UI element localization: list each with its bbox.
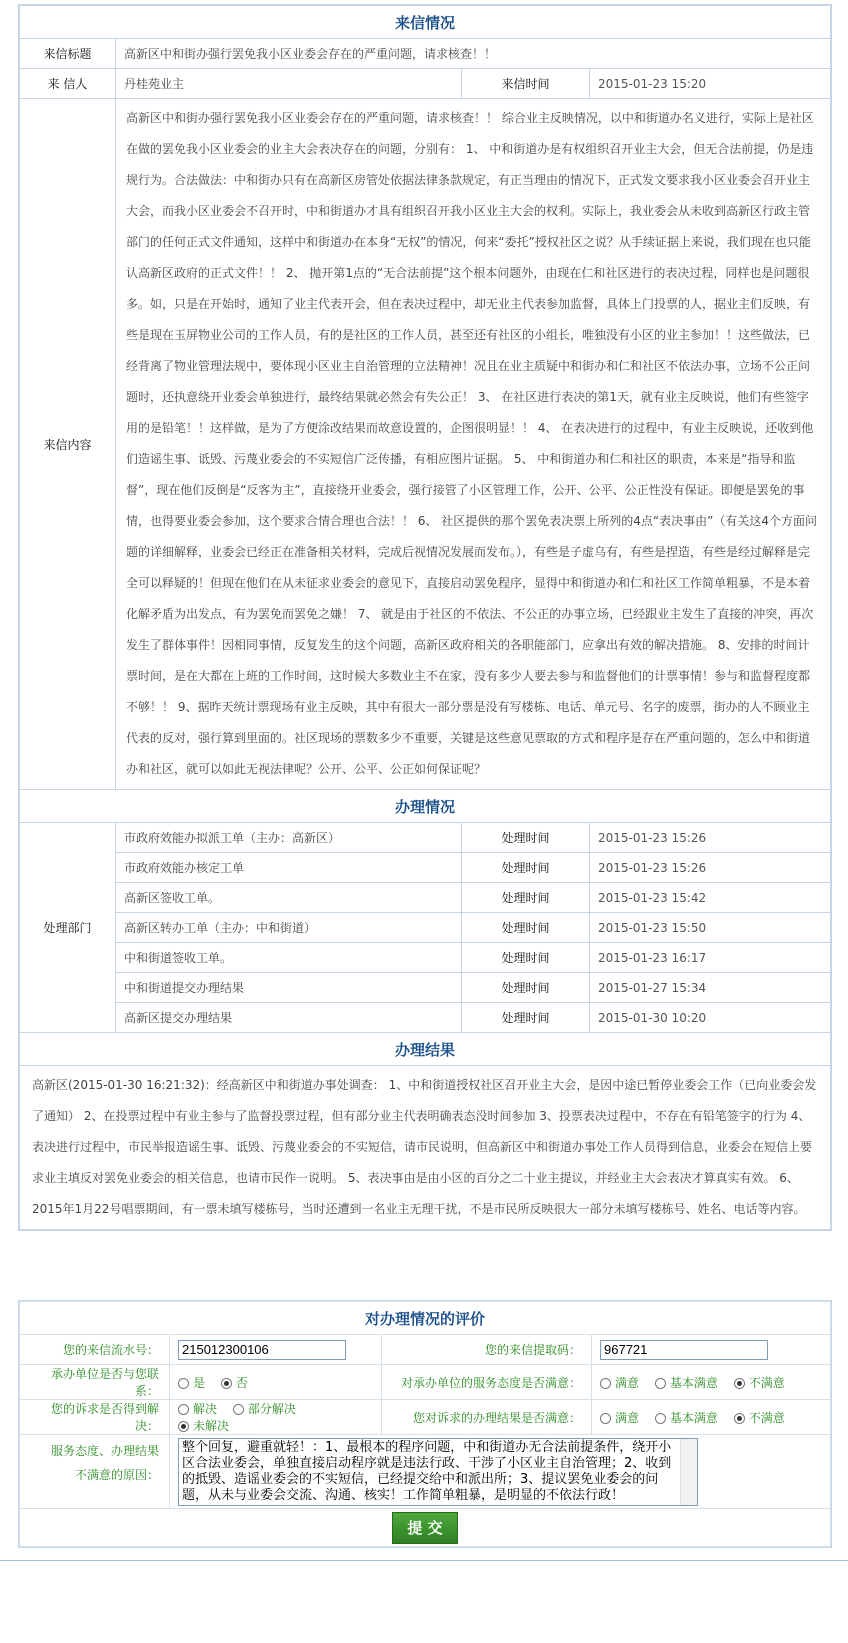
outcome-basic-label: 基本满意	[669, 1410, 718, 1425]
reason-text: 整个回复，避重就轻！：1、最根本的程序问题，中和街道办无合法前提条件，绕开小区合法业委会，单独直接启动程序就是违法行政、干涉了小区业主自治管理；2、收到的抵毁、造谣业委会的不实短信，已经提交给中和派出所；3、提议罢免业委会的问题，从未与业委会交流、沟通、核实！工作简单粗暴，是明显的不依法行政！	[182, 1439, 672, 1503]
radio-selected-icon	[178, 1421, 189, 1432]
radio-selected-icon	[734, 1378, 745, 1389]
handling-action: 市政府效能办核定工单	[116, 853, 462, 883]
radio-icon	[178, 1404, 189, 1415]
letter-time-value: 2015-01-23 15:20	[590, 69, 831, 99]
handling-time-label: 处理时间	[462, 883, 590, 913]
letter-panel	[18, 4, 832, 1231]
handling-time-label: 处理时间	[462, 973, 590, 1003]
serial-cell	[170, 1335, 382, 1365]
dept-label: 处理部门	[20, 823, 116, 1033]
code-input[interactable]	[600, 1340, 768, 1360]
handling-time: 2015-01-30 10:20	[590, 1003, 831, 1033]
resolved-no-label: 未解决	[193, 1419, 230, 1433]
service-label: 对承办单位的服务态度是否满意：	[382, 1365, 592, 1400]
contact-yes-option[interactable]	[178, 1374, 205, 1391]
letter-title-value: 高新区中和街办强行罢免我小区业委会存在的严重问题，请求核查！！	[116, 39, 831, 69]
service-basic-label: 基本满意	[669, 1375, 718, 1390]
resolved-yes-option[interactable]	[178, 1400, 217, 1417]
reason-label	[20, 1435, 170, 1509]
outcome-unsatisfied-label: 不满意	[748, 1410, 785, 1425]
resolved-no-option[interactable]	[178, 1417, 229, 1434]
handling-time: 2015-01-23 15:26	[590, 853, 831, 883]
contact-yes-label: 是	[193, 1375, 206, 1390]
outcome-basic-option[interactable]	[655, 1409, 718, 1426]
reason-label-line-1: 服务态度、办理结果	[50, 1444, 159, 1458]
radio-icon	[178, 1378, 189, 1389]
resolved-partial-option[interactable]	[233, 1400, 296, 1417]
outcome-options	[592, 1400, 831, 1435]
handling-time: 2015-01-23 15:50	[590, 913, 831, 943]
outcome-unsatisfied-option[interactable]	[734, 1409, 785, 1426]
submit-button[interactable]: 提 交	[392, 1512, 458, 1544]
handling-action: 中和街道提交办理结果	[116, 973, 462, 1003]
handling-time-label: 处理时间	[462, 853, 590, 883]
resolved-yes-label: 解决	[193, 1402, 218, 1416]
contact-no-label: 否	[235, 1375, 248, 1390]
letter-time-label: 来信时间	[462, 69, 590, 99]
handling-time-label: 处理时间	[462, 1003, 590, 1033]
resolved-partial-label: 部分解决	[247, 1402, 296, 1416]
handling-time: 2015-01-23 15:42	[590, 883, 831, 913]
evaluation-panel	[18, 1300, 832, 1548]
handling-action: 市政府效能办拟派工单（主办：高新区）	[116, 823, 462, 853]
sender-value: 丹桂苑业主	[116, 69, 462, 99]
handling-action: 高新区提交办理结果	[116, 1003, 462, 1033]
result-section-title: 办理结果	[20, 1033, 831, 1066]
handling-time: 2015-01-23 16:17	[590, 943, 831, 973]
service-unsatisfied-option[interactable]	[734, 1374, 785, 1391]
radio-icon	[655, 1413, 666, 1424]
code-cell	[592, 1335, 831, 1365]
resolved-label: 您的诉求是否得到解决：	[20, 1400, 170, 1435]
radio-icon	[600, 1413, 611, 1424]
outcome-satisfied-option[interactable]	[600, 1409, 639, 1426]
radio-selected-icon	[734, 1413, 745, 1424]
contact-no-option[interactable]	[221, 1374, 248, 1391]
service-unsatisfied-label: 不满意	[748, 1375, 785, 1390]
radio-icon	[600, 1378, 611, 1389]
serial-label: 您的来信流水号：	[20, 1335, 170, 1365]
outcome-satisfied-label: 满意	[615, 1410, 640, 1425]
radio-icon	[233, 1404, 244, 1415]
handling-action: 高新区签收工单。	[116, 883, 462, 913]
reason-cell	[170, 1435, 831, 1509]
content-label: 来信内容	[20, 99, 116, 790]
handling-action: 中和街道签收工单。	[116, 943, 462, 973]
reason-textarea[interactable]	[178, 1438, 698, 1506]
outcome-label: 您对诉求的办理结果是否满意：	[382, 1400, 592, 1435]
content-value: 高新区中和街办强行罢免我小区业委会存在的严重问题，请求核查！！ 综合业主反映情况，以中和街道办名义进行，实际上是社区在做的罢免我小区业委会的业主大会表决存在的问题，分别有： 1、 中和街道办是有权组织召开业主大会，但无合法前提，仍是违规行为。合法做法：中和街办只有在高新区房管处依据法律条款规定，有正当理由的情况下，正式发文要求我小区业委会召开业主大会，而我小区业委会不召开时，中和街道办才具有组织召开我小区业主大会的权利。实际上，我业委会从未收到高新区行政主管部门的任何正式文件通知，这样中和街道办在本身“无权”的情况，何来“委托”授权社区之说？从手续证据上来说，我们现在也只能认高新区政府的正式文件！！ 2、 抛开第1点的“无合法前提”这个根本问题外，由现在仁和社区进行的表决过程，同样也是问题很多。如，只是在开始时，通知了业主代表开会，但在表决过程中，却无业主代表参加监督，具体上门投票的人，据业主们反映，有些是现在玉屏物业公司的工作人员，有的是社区的工作人员，甚至还有社区的小组长，唯独没有小区的业主参加！！这些做法，已经背离了物业管理法规中，要体现小区业主自治管理的立法精神！况且在业主质疑中和街办和仁和社区不依法办事，立场不公正问题时，还执意绕开业委会单独进行，最终结果就必然会有失公正！ 3、 在社区进行表决的第1天，就有业主反映说，他们有些签字用的是铅笔！！这样做，是为了方便涂改结果而故意设置的，企图很明显！！ 4、 在表决进行的过程中，有业主反映说，还收到他们造谣生事、诋毁、污蔑业委会的不实短信广泛传播，有相应图片证据。 5、 中和街道办和仁和社区的职责，本来是“指导和监督”，现在他们反倒是“反客为主”，直接绕开业委会，强行接管了小区管理工作，公开、公平、公正性没有保证。即便是罢免的事情，也得要业委会参加，这个要求合情合理也合法！！ 6、 社区提供的那个罢免表决票上所列的4点“表决事由”（有关这4个方面问题的详细解释，业委会已经正在准备相关材料，完成后视情况发展而发布。），有些是子虚乌有，有些是捏造，有些是经过解释是完全可以释疑的！但现在他们在从未征求业委会的意见下，直接启动罢免程序，显得中和街道办和仁和社区工作简单粗暴，不是本着化解矛盾为出发点，有为罢免而罢免之嫌！ 7、 就是由于社区的不依法、不公正的办事立场，已经跟业主发生了直接的冲突，再次发生了群体事件！因相同事情，反复发生的这个问题，高新区政府相关的各职能部门，应拿出有效的解决措施。 8、安排的时间计票时间，是在大都在上班的工作时间，这时候大多数业主不在家，没有多少人要去参与和监督他们的计票事情！参与和监督程度都不够！！ 9、据昨天统计票现场有业主反映，其中有很大一部分票是没有写楼栋、电话、单元号、名字的废票，街办的人不顾业主代表的反对，强行算到里面的。社区现场的票数多少不重要，关键是这些意见票取的方式和程序是存在严重问题的，怎么中和街道办和社区，就可以如此无视法律呢？公开、公平、公正如何保证呢？	[116, 99, 831, 790]
letter-section-title: 来信情况	[20, 6, 831, 39]
contact-label: 承办单位是否与您联系：	[20, 1365, 170, 1400]
result-text: 高新区(2015-01-30 16:21:32)：经高新区中和街道办事处调查： 1、中和街道授权社区召开业主大会，是因中途已暂停业委会工作（已向业委会发了通知） 2、在投票过程中有业主参与了监督投票过程，但有部分业主代表明确表态没时间参加 3、投票表决过程中，不存在有铅笔签字的行为 4、表决进行过程中，市民举报造谣生事、诋毁、污蔑业委会的不实短信，请市民说明，但高新区中和街道办事处工作人员得到信息，业委会在短信上要求业主填反对罢免业委会的相关信息，也请市民作一说明。 5、表决事由是由小区的百分之二十业主提议，并经业主大会表决才算真实有效。 6、2015年1月22号唱票期间，有一票未填写楼栋号，当时还遭到一名业主无理干扰，不是市民所反映很大一部分未填写楼栋号、姓名、电话等内容。	[20, 1066, 831, 1230]
reason-scrollbar[interactable]	[680, 1439, 697, 1505]
reason-label-line-2: 不满意的原因：	[74, 1468, 159, 1482]
service-options	[592, 1365, 831, 1400]
submit-cell	[20, 1509, 831, 1547]
handling-time-label: 处理时间	[462, 913, 590, 943]
radio-selected-icon	[221, 1378, 232, 1389]
service-satisfied-label: 满意	[615, 1375, 640, 1390]
serial-input[interactable]	[178, 1340, 346, 1360]
handling-time: 2015-01-23 15:26	[590, 823, 831, 853]
contact-options	[170, 1365, 382, 1400]
service-satisfied-option[interactable]	[600, 1374, 639, 1391]
sender-label: 来 信人	[20, 69, 116, 99]
handling-action: 高新区转办工单（主办：中和街道）	[116, 913, 462, 943]
handling-time-label: 处理时间	[462, 823, 590, 853]
code-label: 您的来信提取码：	[382, 1335, 592, 1365]
handling-section-title: 办理情况	[20, 790, 831, 823]
letter-title-label: 来信标题	[20, 39, 116, 69]
handling-time: 2015-01-27 15:34	[590, 973, 831, 1003]
page-bottom-divider	[0, 1560, 848, 1561]
handling-time-label: 处理时间	[462, 943, 590, 973]
evaluation-section-title: 对办理情况的评价	[20, 1302, 831, 1335]
resolved-options	[170, 1400, 382, 1435]
service-basic-option[interactable]	[655, 1374, 718, 1391]
radio-icon	[655, 1378, 666, 1389]
